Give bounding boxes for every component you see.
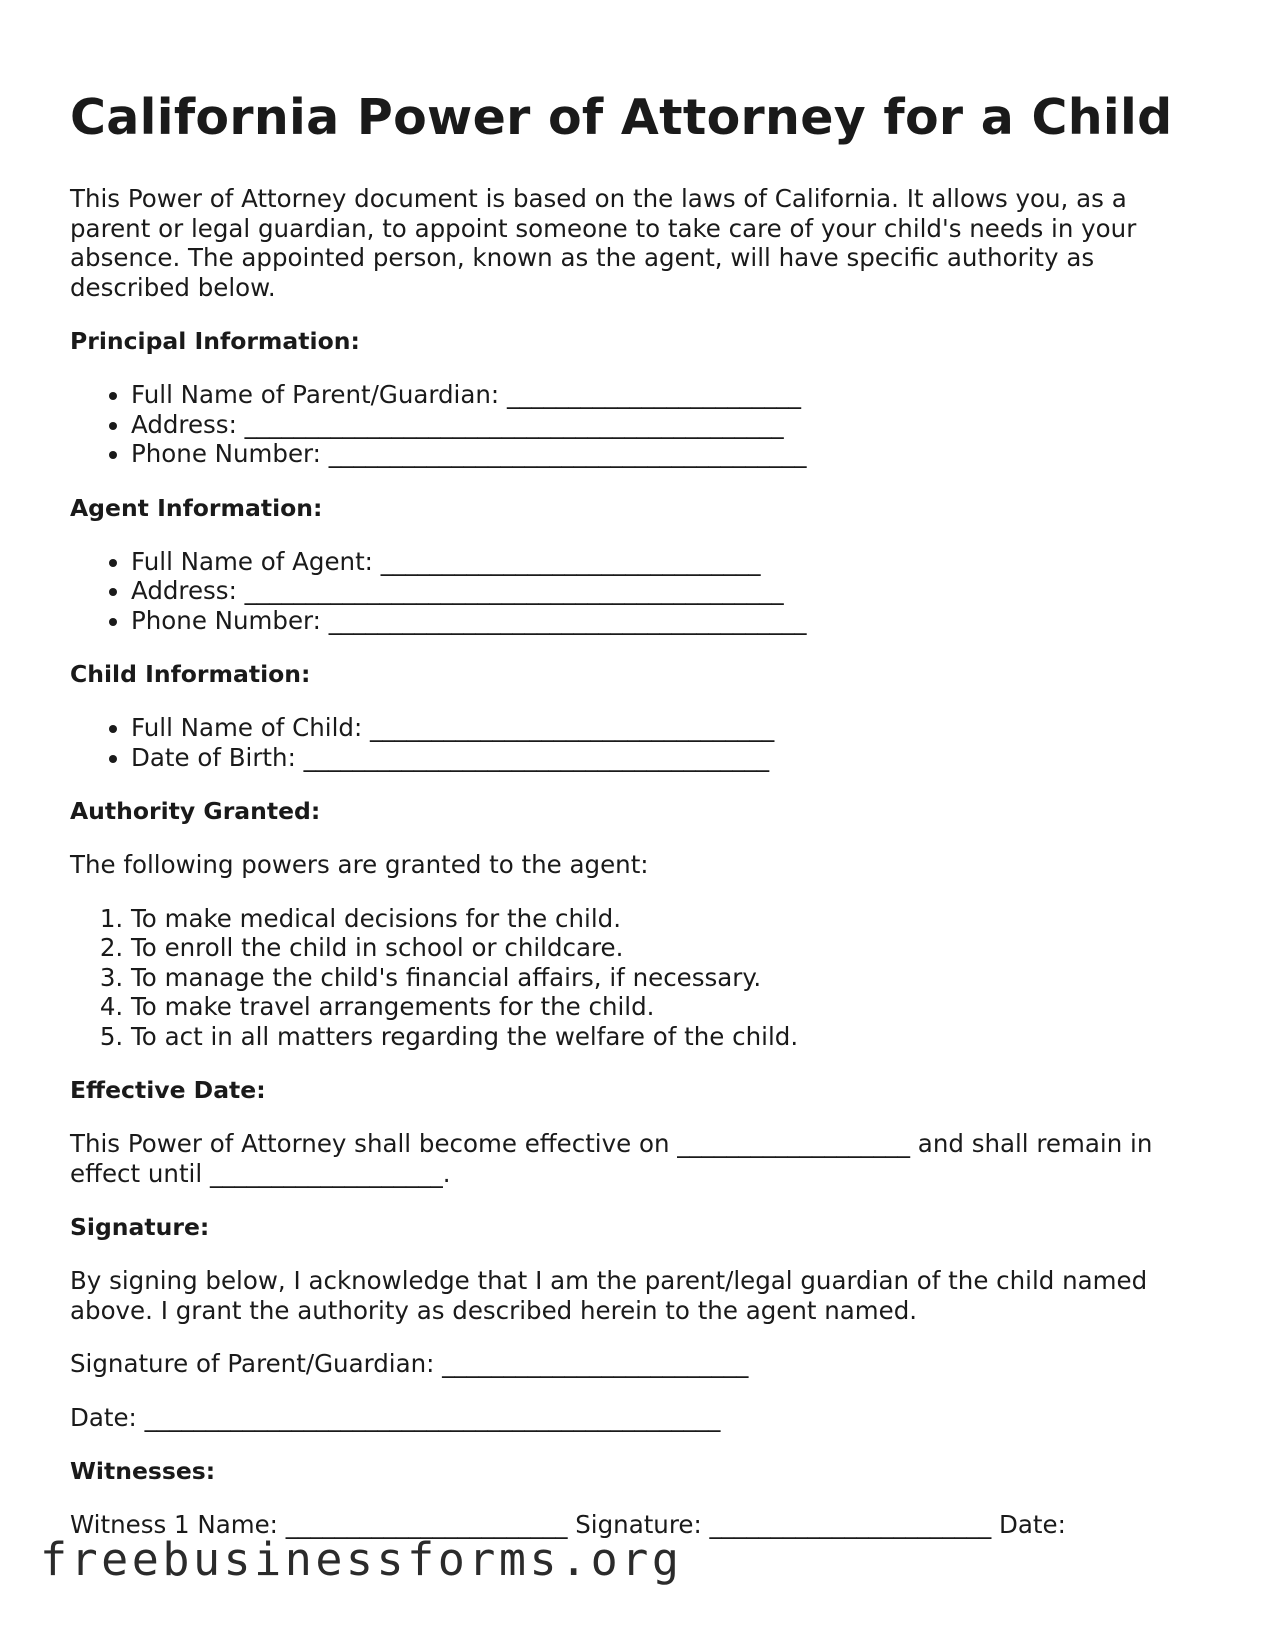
witnesses-heading: Witnesses: [70, 1457, 216, 1485]
signature-date-field[interactable]: Date: _______________________________________________ [70, 1402, 721, 1432]
authority-item: 3. To manage the child's financial affairs, if necessary. [131, 963, 1190, 993]
authority-item: 1. To make medical decisions for the child. [131, 904, 1190, 934]
child-list [70, 713, 1190, 772]
authority-lead: The following powers are granted to the agent: [70, 850, 649, 879]
principal-phone-field[interactable]: • Phone Number: _______________________________________ [131, 439, 1190, 469]
intro-paragraph: This Power of Attorney document is based on the laws of California. It allows you, as a parent or legal guardian, to appoint someone to take care of your child's needs in your absence. The appointed person, known as the agent, will have specific authority as described below. [70, 184, 1137, 302]
effective-heading: Effective Date: [70, 1076, 266, 1104]
authority-list [70, 904, 1190, 1052]
agent-name-field[interactable]: • Full Name of Agent: _______________________________ [131, 547, 1190, 577]
authority-item: 5. To act in all matters regarding the welfare of the child. [131, 1022, 1190, 1052]
site-watermark: freebusinessforms.org [40, 1533, 683, 1586]
document-title: California Power of Attorney for a Child [70, 89, 1173, 146]
signature-paragraph: By signing below, I acknowledge that I am the parent/legal guardian of the child named above. I grant the authority as described herein to the agent named. [70, 1266, 1148, 1325]
principal-heading: Principal Information: [70, 327, 360, 355]
authority-heading: Authority Granted: [70, 797, 321, 825]
agent-heading: Agent Information: [70, 493, 323, 522]
document-page [70, 86, 1190, 1540]
parent-signature-field[interactable]: Signature of Parent/Guardian: _________________________ [70, 1349, 749, 1378]
agent-address-field[interactable]: • Address: ____________________________________________ [131, 576, 1190, 606]
child-dob-field[interactable]: • Date of Birth: ______________________________________ [131, 743, 1190, 773]
principal-name-field[interactable]: • Full Name of Parent/Guardian: ________________________ [131, 380, 1190, 410]
authority-item: 2. To enroll the child in school or childcare. [131, 933, 1190, 963]
child-heading: Child Information: [70, 660, 311, 688]
authority-item: 4. To make travel arrangements for the child. [131, 992, 1190, 1022]
principal-list [70, 380, 1190, 469]
child-name-field[interactable]: • Full Name of Child: _________________________________ [131, 713, 1190, 743]
agent-list [70, 547, 1190, 636]
effective-paragraph[interactable]: This Power of Attorney shall become effective on ___________________ and shall remain in effect until ___________________. [70, 1129, 1153, 1188]
signature-heading: Signature: [70, 1213, 210, 1241]
agent-phone-field[interactable]: • Phone Number: _______________________________________ [131, 606, 1190, 636]
witness-1-line[interactable]: Witness 1 Name: _______________________ Signature: _______________________ Date: [70, 1510, 1066, 1539]
principal-address-field[interactable]: • Address: ____________________________________________ [131, 410, 1190, 440]
